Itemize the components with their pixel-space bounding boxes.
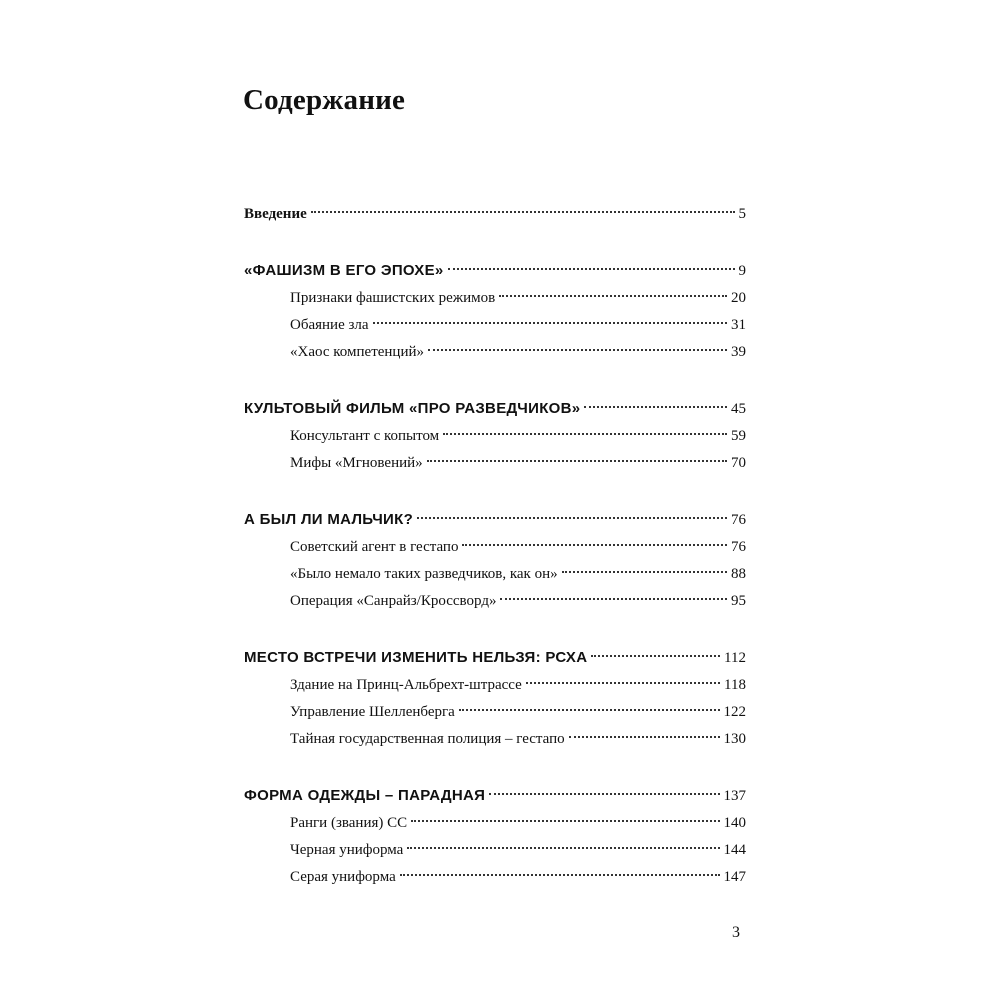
toc-entry-title: Здание на Принц-Альбрехт-штрассе — [290, 677, 522, 693]
toc-entry — [244, 202, 746, 226]
toc-entry-page: 118 — [724, 677, 746, 693]
toc-entry-page: 76 — [731, 512, 746, 528]
toc-entry-page: 144 — [723, 842, 746, 858]
toc-entry-title: Признаки фашистских режимов — [290, 290, 496, 306]
toc-entry-title: Операция «Санрайз/Кроссворд» — [290, 593, 497, 609]
dot-leader — [311, 211, 735, 213]
toc-entry-page: 9 — [738, 263, 746, 279]
toc-entry-title: Черная униформа — [290, 842, 404, 858]
toc-entry-title: Советский агент в гестапо — [290, 539, 459, 555]
toc-entry-page: 140 — [723, 815, 746, 831]
toc-entry-title: Ранги (звания) СС — [290, 815, 408, 831]
toc-entry — [290, 865, 746, 889]
toc-entry — [290, 451, 746, 475]
toc-entry — [290, 340, 746, 364]
dot-leader — [400, 874, 720, 876]
toc-entry-title: А БЫЛ ЛИ МАЛЬЧИК? — [244, 511, 414, 528]
dot-leader — [448, 268, 735, 270]
dot-leader — [411, 820, 719, 822]
toc-entry-page: 130 — [723, 731, 746, 747]
dot-leader — [591, 655, 720, 657]
toc-entry-page: 59 — [731, 428, 746, 444]
toc-entry-page: 95 — [731, 593, 746, 609]
toc-entry — [244, 784, 746, 808]
toc-entry-title: КУЛЬТОВЫЙ ФИЛЬМ «ПРО РАЗВЕДЧИКОВ» — [244, 400, 581, 417]
dot-leader — [459, 709, 720, 711]
toc-entry-page: 112 — [724, 650, 746, 666]
toc-entry — [290, 424, 746, 448]
dot-leader — [562, 571, 727, 573]
page-title: Содержание — [243, 84, 406, 116]
toc-entry-page: 88 — [731, 566, 746, 582]
toc-entry — [244, 646, 746, 670]
toc-entry-title: Мифы «Мгновений» — [290, 455, 423, 471]
dot-leader — [373, 322, 727, 324]
toc-entry — [290, 811, 746, 835]
toc-entry-title: Обаяние зла — [290, 317, 369, 333]
toc-entry-page: 31 — [731, 317, 746, 333]
toc-entry-page: 20 — [731, 290, 746, 306]
dot-leader — [499, 295, 727, 297]
dot-leader — [489, 793, 719, 795]
toc-entry-page: 39 — [731, 344, 746, 360]
toc-entry — [290, 838, 746, 862]
toc-entry-title: Управление Шелленберга — [290, 704, 455, 720]
toc-entry — [290, 589, 746, 613]
toc-entry — [290, 535, 746, 559]
toc-entry-page: 45 — [731, 401, 746, 417]
toc-entry-title: Серая униформа — [290, 869, 396, 885]
toc-entry-title: МЕСТО ВСТРЕЧИ ИЗМЕНИТЬ НЕЛЬЗЯ: РСХА — [244, 649, 588, 666]
dot-leader — [417, 517, 727, 519]
toc-entry-page: 122 — [723, 704, 746, 720]
toc-entry — [244, 397, 746, 421]
toc-entry — [244, 508, 746, 532]
toc-entry-page: 137 — [723, 788, 746, 804]
page-number: 3 — [732, 924, 740, 941]
dot-leader — [443, 433, 727, 435]
toc-entry — [290, 700, 746, 724]
toc-entry-page: 147 — [723, 869, 746, 885]
dot-leader — [427, 460, 727, 462]
toc-entry-title: Консультант с копытом — [290, 428, 440, 444]
toc-entry-title: Введение — [244, 206, 307, 222]
toc-entry — [244, 259, 746, 283]
toc-entry-title: «Хаос компетенций» — [290, 344, 425, 360]
dot-leader — [526, 682, 720, 684]
toc-entry — [290, 562, 746, 586]
dot-leader — [428, 349, 727, 351]
dot-leader — [462, 544, 727, 546]
toc-entry-page: 5 — [738, 206, 746, 222]
toc-entry-page: 76 — [731, 539, 746, 555]
toc-entry-title: Тайная государственная полиция – гестапо — [290, 731, 565, 747]
dot-leader — [584, 406, 727, 408]
toc-entry-title: «ФАШИЗМ В ЕГО ЭПОХЕ» — [244, 262, 444, 279]
toc-entry-title: ФОРМА ОДЕЖДЫ – ПАРАДНАЯ — [244, 787, 486, 804]
toc-entry-page: 70 — [731, 455, 746, 471]
toc-entry — [290, 727, 746, 751]
toc-entry — [290, 313, 746, 337]
toc-entry — [290, 286, 746, 310]
dot-leader — [500, 598, 727, 600]
dot-leader — [407, 847, 719, 849]
dot-leader — [569, 736, 720, 738]
toc-entry — [290, 673, 746, 697]
toc-entry-title: «Было немало таких разведчиков, как он» — [290, 566, 558, 582]
